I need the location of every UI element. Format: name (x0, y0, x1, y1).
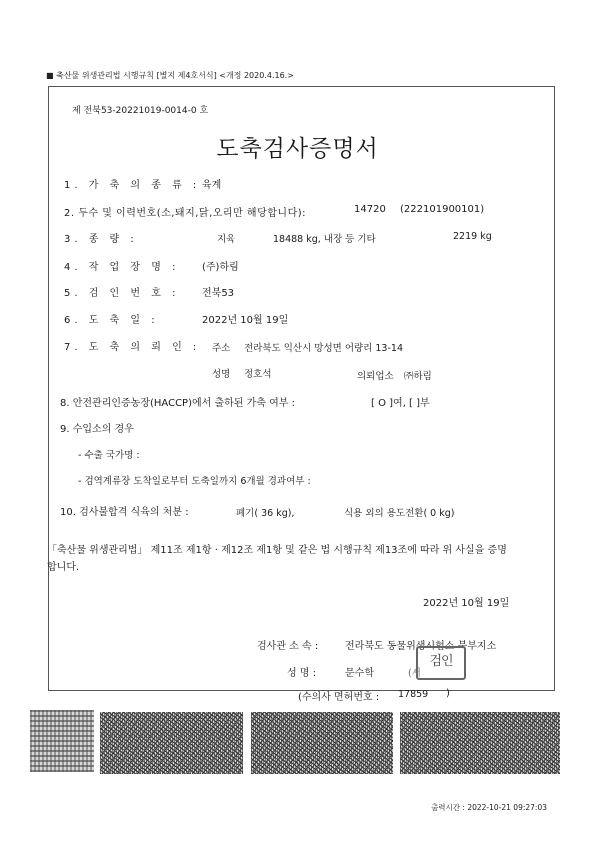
carcass-weight: 18488 kg, 내장 등 기타 (273, 234, 376, 245)
inspection-no-label: 5. 검 인 번 호 : (64, 288, 180, 299)
company-label: 의뢰업소 (357, 371, 394, 382)
document-number: 제 전북53-20221019-0014-0 호 (72, 106, 209, 116)
company-value: ㈜하림 (404, 371, 432, 382)
security-barcode-3 (400, 712, 560, 774)
security-barcode-1 (100, 712, 243, 774)
signer-name-label: 성 명 : (287, 668, 317, 679)
client-name-label: 성명 (212, 369, 231, 380)
license-close: ) (446, 688, 450, 699)
slaughter-date-value: 2022년 10월 19일 (202, 315, 289, 326)
fail-disposal-label: 10. 검사불합격 식육의 처분 : (60, 507, 189, 518)
issue-date: 2022년 10월 19일 (423, 598, 510, 609)
conversion-amount: 식용 외의 용도전환( 0 kg) (344, 508, 455, 519)
haccp-value: [ O ]여, [ ]부 (371, 398, 430, 409)
import-country: - 수출 국가명 : (78, 450, 140, 461)
print-timestamp: 출력시간 : 2022-10-21 09:27:03 (431, 803, 547, 812)
type-label: 3. 종 량 : (64, 234, 138, 245)
count-value: 14720 (354, 204, 386, 215)
import-label: 9. 수입소의 경우 (60, 424, 134, 435)
statement-line-2: 합니다. (47, 562, 80, 573)
carcass-label: 지육 (217, 234, 236, 245)
page-title: 도축검사증명서 (216, 136, 379, 162)
count-label: 2. 두수 및 이력번호(소,돼지,닭,오리만 해당합니다): (64, 208, 307, 219)
signer-name-value: 문수학 (345, 668, 374, 679)
form-header-note: ■ 축산물 위생관리법 시행규칙 [별지 제4호서식] <개정 2020.4.16.> (46, 71, 294, 80)
signer-org-label: 검사관 소 속 : (257, 641, 319, 652)
qr-code-icon (30, 710, 94, 772)
security-barcode-2 (251, 712, 393, 774)
species-value: 육계 (202, 180, 222, 191)
signature-mark: (서 (408, 668, 421, 679)
trace-number: (222101900101) (400, 204, 485, 215)
haccp-label: 8. 안전관리인증농장(HACCP)에서 출하된 가축 여부 : (60, 398, 296, 409)
species-label: 1. 가 축 의 종 류 : (64, 180, 201, 191)
client-name-value: 정호석 (244, 369, 272, 380)
license-number: 17859 (398, 689, 429, 700)
client-label: 7. 도 축 의 뢰 인 : (64, 342, 201, 353)
slaughter-date-label: 6. 도 축 일 : (64, 315, 159, 326)
discard-amount: 폐기( 36 kg), (236, 508, 295, 519)
official-seal-stamp: 검인 (416, 646, 466, 680)
address-label: 주소 (212, 343, 231, 354)
import-quarantine: - 검역계류장 도착일로부터 도축일까지 6개월 경과여부 : (78, 476, 311, 487)
statement-line-1: 「축산물 위생관리법」 제11조 제1항 · 제12조 제1항 및 같은 법 시행규칙 제13조에 따라 위 사실을 증명 (47, 545, 507, 556)
signer-org-value: 전라북도 동물위생시험소 북부지소 (345, 641, 497, 652)
workplace-label: 4. 작 업 장 명 : (64, 262, 180, 273)
inspection-no-value: 전북53 (202, 288, 235, 299)
license-label: (수의사 면허번호 : (298, 692, 380, 703)
address-value: 전라북도 익산시 망성면 어량리 13-14 (244, 343, 403, 354)
workplace-value: (주)하림 (202, 262, 239, 273)
other-weight: 2219 kg (453, 231, 492, 242)
